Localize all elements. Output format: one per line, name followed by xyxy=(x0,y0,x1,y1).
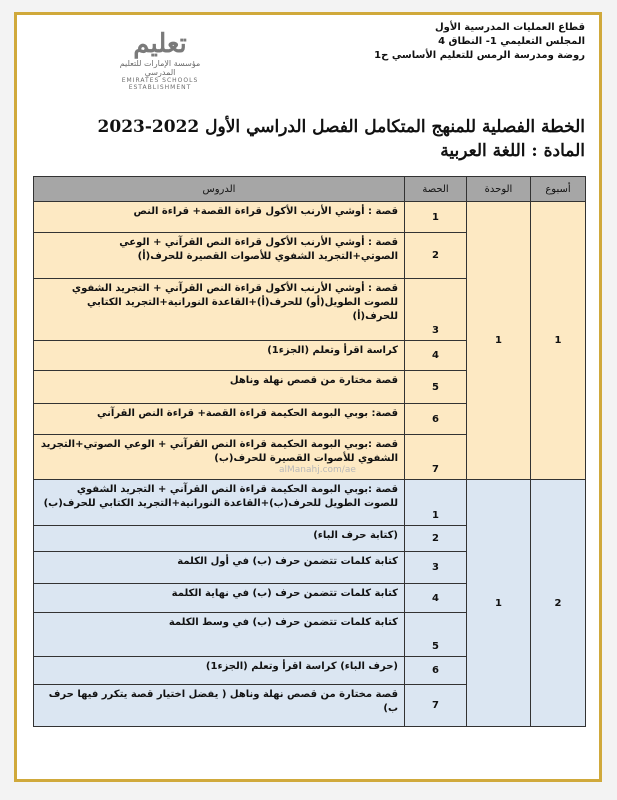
table-header-row xyxy=(34,177,586,202)
period-cell: 1 xyxy=(405,480,467,526)
subject-heading: المادة : اللغة العربية xyxy=(440,141,585,161)
period-cell: 2 xyxy=(405,233,467,279)
lesson-cell: قصة مختارة من قصص نهلة وناهل xyxy=(34,371,405,404)
period-cell: 5 xyxy=(405,613,467,657)
unit-cell: 1 xyxy=(467,480,531,727)
table-row xyxy=(34,202,586,233)
period-cell: 2 xyxy=(405,526,467,552)
lesson-cell: كتابة كلمات تتضمن حرف (ب) في أول الكلمة xyxy=(34,552,405,584)
lesson-cell: قصة مختارة من قصص نهلة وناهل ( يفضل اختيار قصة يتكرر فيها حرف ب) xyxy=(34,685,405,727)
plan-title: الخطة الفصلية للمنهج المتكامل الفصل الدراسي الأول 2022-2023 xyxy=(97,117,585,137)
period-cell: 7 xyxy=(405,435,467,480)
page-frame xyxy=(14,12,602,782)
week-cell: 1 xyxy=(531,202,586,480)
period-cell: 7 xyxy=(405,685,467,727)
period-cell: 3 xyxy=(405,552,467,584)
lesson-cell: قصة: بوبي البومة الحكيمة قراءة القصة+ قراءة النص القرآني xyxy=(34,404,405,435)
lesson-cell: قصة : أوشي الأرنب الأكول قراءة النص القرآني + التجريد الشفوي للصوت الطويل(أو) للحرف(أ)+القاعدة النورانية+التجريد الكتابي للحرف(أ) xyxy=(34,279,405,341)
period-cell: 6 xyxy=(405,404,467,435)
period-cell: 5 xyxy=(405,371,467,404)
lesson-cell: كتابة كلمات تتضمن حرف (ب) في نهاية الكلمة xyxy=(34,584,405,613)
logo-arabic-text: مؤسسة الإمارات للتعليم المدرسي xyxy=(119,59,201,77)
header-period: الحصة xyxy=(405,177,467,202)
org-line-3: روضة ومدرسة الرمس للتعليم الأساسي ح1 xyxy=(374,50,585,61)
lesson-cell: قصة : أوشي الأرنب الأكول قراءة النص القرآني + الوعي الصوتي+التجريد الشفوي للأصوات القصيرة للحرف(أ) xyxy=(34,233,405,279)
unit-cell: 1 xyxy=(467,202,531,480)
org-line-2: المجلس التعليمي 1- النطاق 4 xyxy=(438,36,585,47)
header-week: أسبوع xyxy=(531,177,586,202)
lesson-cell: كراسة اقرأ وتعلم (الجزء1) xyxy=(34,341,405,371)
lesson-cell: كتابة كلمات تتضمن حرف (ب) في وسط الكلمة xyxy=(34,613,405,657)
org-line-1: قطاع العمليات المدرسية الأول xyxy=(435,22,585,33)
organization-block xyxy=(374,21,585,63)
logo-english-text: EMIRATES SCHOOLS ESTABLISHMENT xyxy=(121,77,199,91)
header-unit: الوحدة xyxy=(467,177,531,202)
logo-word: تعليم xyxy=(133,29,187,59)
lesson-cell: قصة :بوبي البومة الحكيمة قراءة النص القرآني + الوعي الصوتي+التجريد الشفوي للأصوات القصيرة للحرف(ب) xyxy=(34,435,405,480)
document-header xyxy=(17,15,599,115)
lesson-plan-table xyxy=(33,176,586,727)
lesson-cell: (كتابة حرف الباء) xyxy=(34,526,405,552)
period-cell: 4 xyxy=(405,584,467,613)
period-cell: 6 xyxy=(405,657,467,685)
period-cell: 3 xyxy=(405,279,467,341)
header-lessons: الدروس xyxy=(34,177,405,202)
watermark: alManahj.com/ae xyxy=(279,465,356,475)
week-cell: 2 xyxy=(531,480,586,727)
ese-logo xyxy=(105,29,215,91)
lesson-cell: قصة :بوبي البومة الحكيمة قراءة النص القرآني + التجريد الشفوي للصوت الطويل للحرف(ب)+القاعدة النورانية+التجريد الكتابي للحرف(ب) xyxy=(34,480,405,526)
period-cell: 1 xyxy=(405,202,467,233)
period-cell: 4 xyxy=(405,341,467,371)
lesson-cell: (حرف الباء) كراسة اقرأ وتعلم (الجزء1) xyxy=(34,657,405,685)
table-row xyxy=(34,480,586,526)
lesson-cell: قصة : أوشي الأرنب الأكول قراءة القصة+ قراءة النص xyxy=(34,202,405,233)
